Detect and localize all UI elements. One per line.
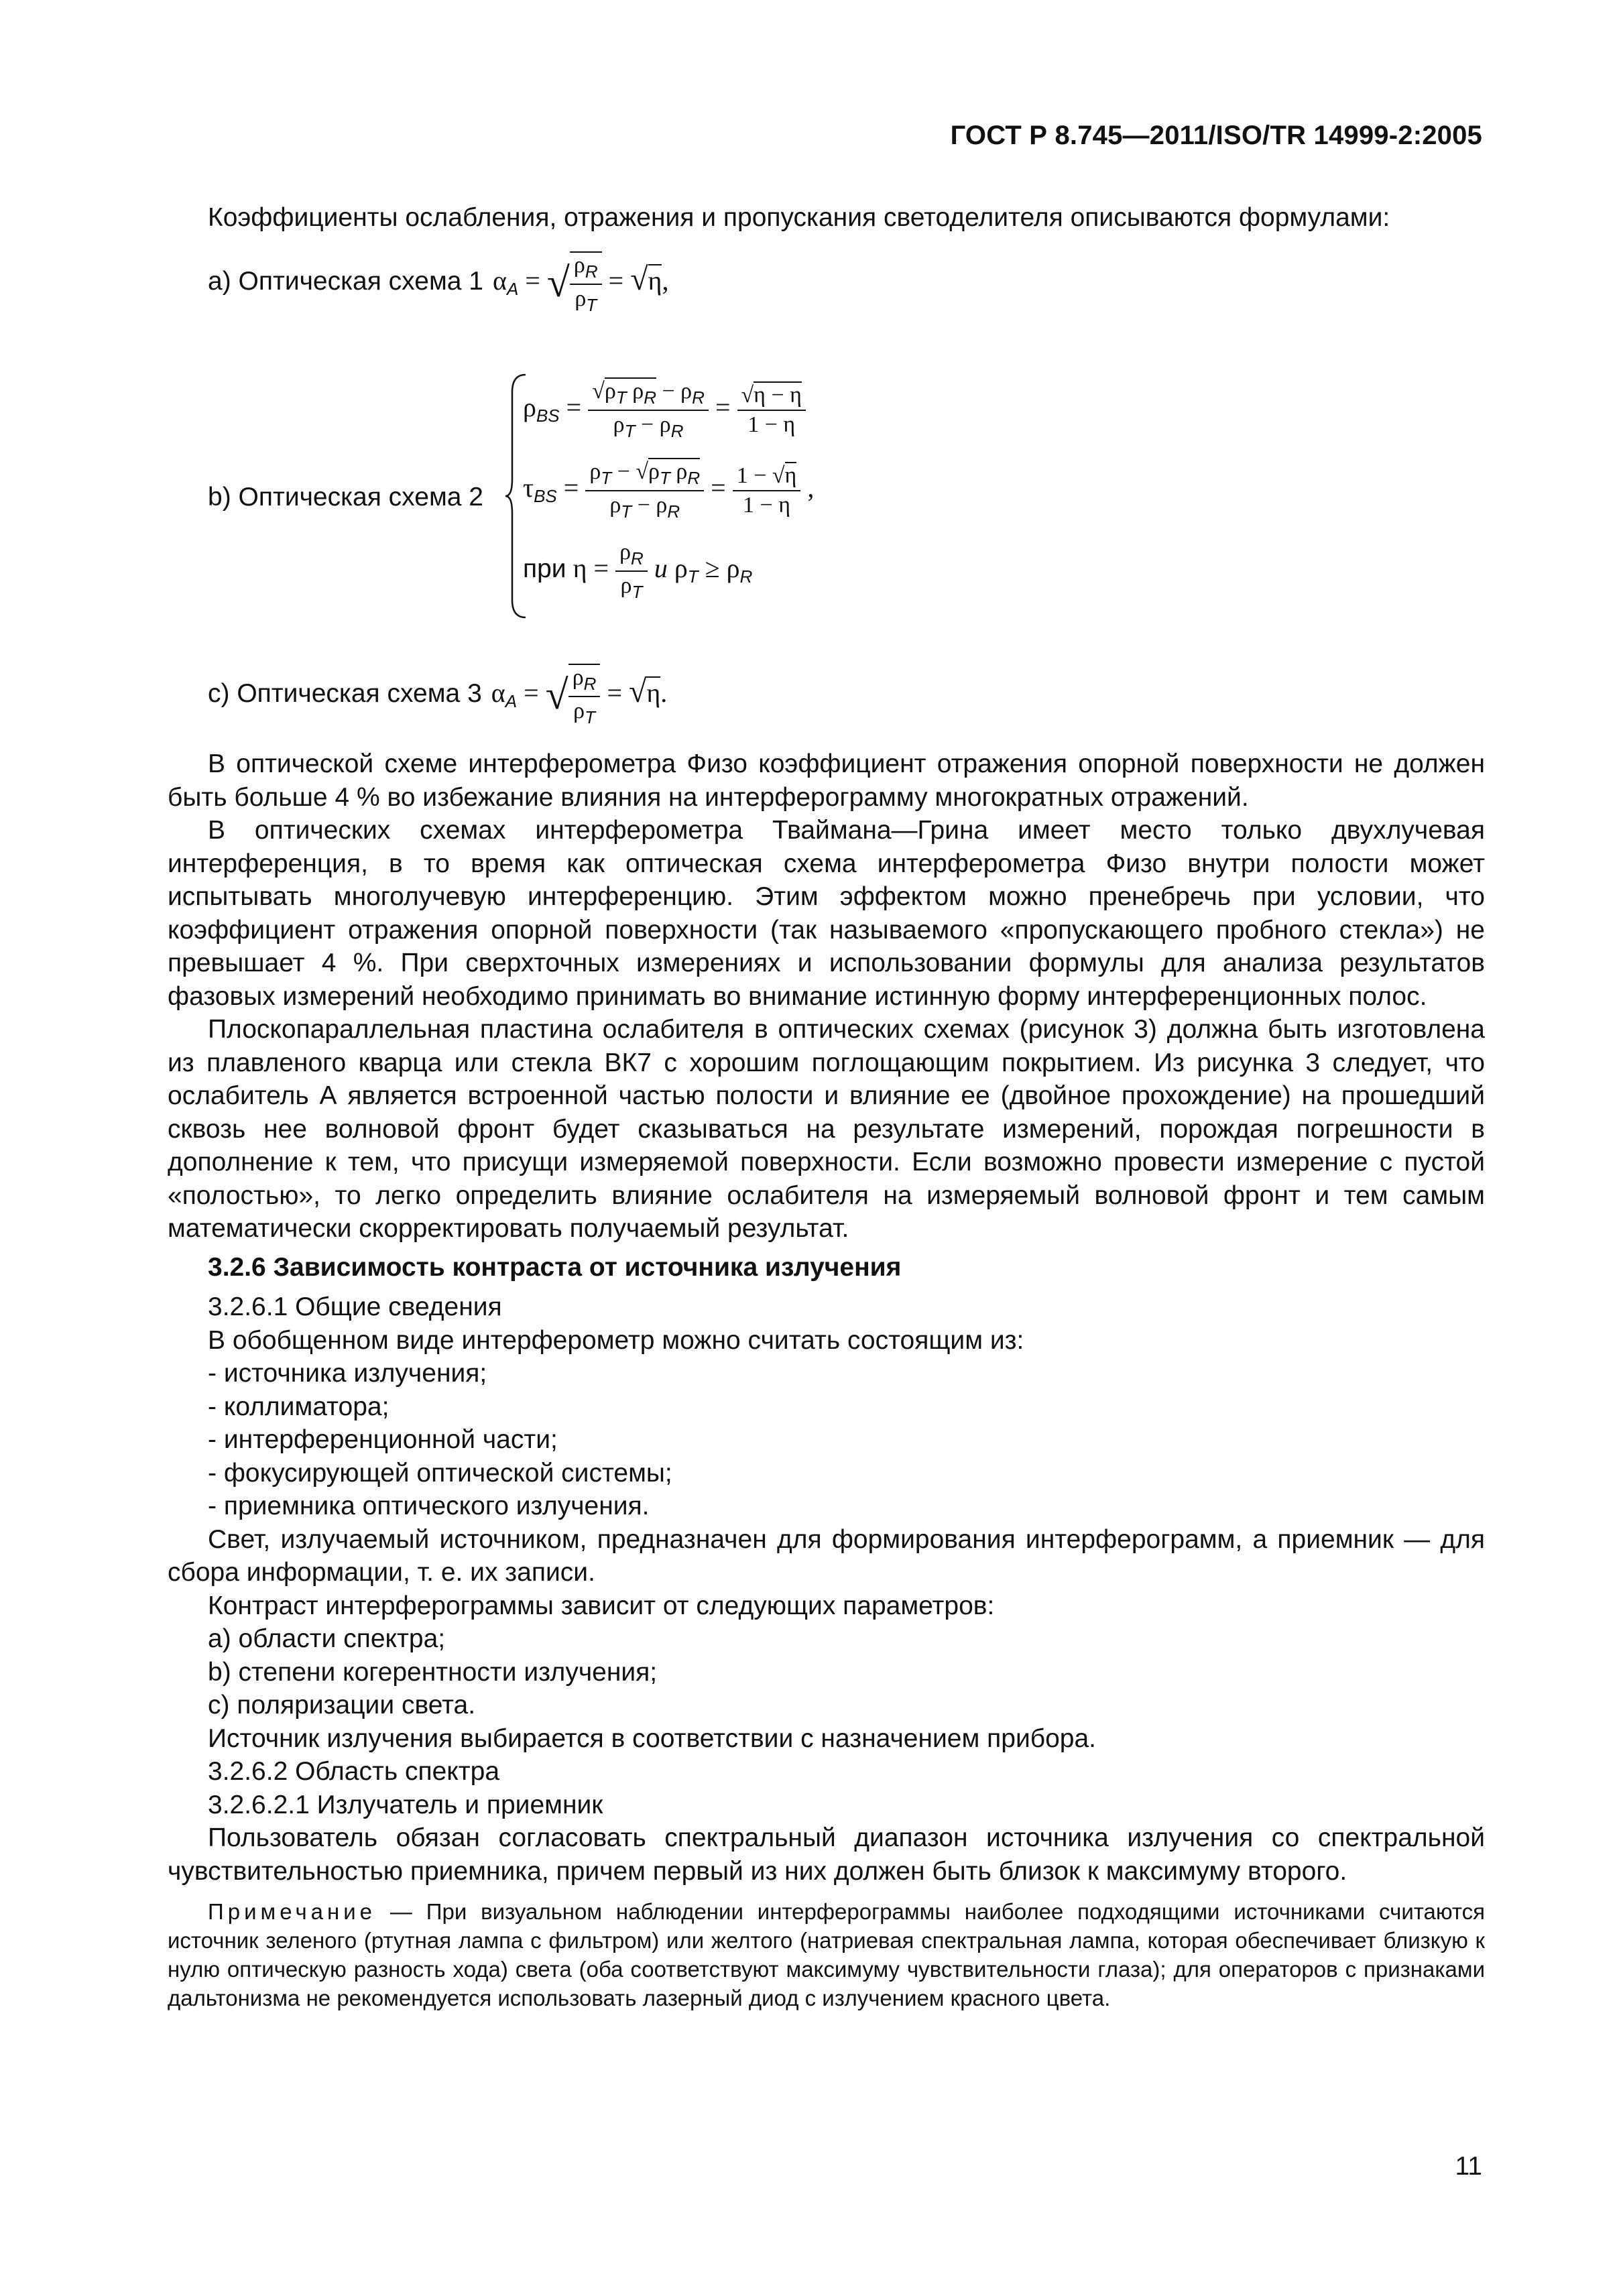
formula-a-label: а) Оптическая схема 1 <box>208 267 483 296</box>
formula-b-tau: $\tau_{BS}$ = $\frac{\rho_T - √\rho_T \rho_R}{\rho_T - \rho_R}$ = $\frac{1 - √\eta}{1 - \eta}$ , <box>523 459 815 522</box>
list-item: - интерференционной части; <box>208 1425 558 1454</box>
paragraph: В оптической схеме интерферометра Физо коэффициент отражения опорной поверхности не должен быть больше 4 % во избежание влияния на интерферограмму многократных отражений. <box>168 749 1485 812</box>
list-item: с) поляризации света. <box>208 1691 476 1719</box>
formula-a-expression: $\alpha_A$ = √ $\frac{\rho_R}{\rho_T}$ = √η, <box>485 253 669 315</box>
subsection-title: 3.2.6.2.1 Излучатель и приемник <box>208 1790 603 1819</box>
formula-c-expression: $\alpha_A$ = √ $\frac{\rho_R}{\rho_T}$ = √η. <box>484 665 668 727</box>
formula-b-condition: при η = $\frac{\rho_R}{\rho_T}$ и $\rho_T \ge \rho_R$ <box>523 540 753 602</box>
subsection-title: 3.2.6.1 Общие сведения <box>208 1292 502 1321</box>
paragraph: Свет, излучаемый источником, предназначен для формирования интерферограмм, а приемник — для сбора информации, т. е. их записи. <box>168 1524 1485 1587</box>
formula-c-label: с) Оптическая схема 3 <box>208 679 482 709</box>
contrast-intro: Контраст интерферограммы зависит от следующих параметров: <box>208 1591 995 1620</box>
formula-c <box>208 664 667 728</box>
paragraph: Источник излучения выбирается в соответствии с назначением прибора. <box>208 1724 1096 1753</box>
list-item: - источника излучения; <box>208 1359 487 1388</box>
formula-a <box>208 251 668 316</box>
list-item: а) области спектра; <box>208 1624 446 1653</box>
note-label: Примечание <box>208 1899 377 1924</box>
intro-line: Коэффициенты ослабления, отражения и пропускания светоделителя описываются формулами: <box>208 203 1390 232</box>
paragraph: Плоскопараллельная пластина ослабителя в оптических схемах (рисунок 3) должна быть изготовлена из плавленого кварца или стекла ВК7 с хорошим поглощающим покрытием. Из рисунка 3 следует, что ослабитель А является встроенной частью полости и влияние ее (двойное прохождение) на прошедший сквозь нее волновой фронт будет сказываться на результате измерений, порождая погрешности в дополнение к тем, что присущи измеряемой поверхности. Если возможно провести измерение с пустой «полостью», то легко определить влияние ослабителя на измеряемый волновой фронт и тем самым математически скорректировать получаемый результат. <box>168 1015 1485 1243</box>
note <box>168 1897 1485 2012</box>
formula-b-rho: $\rho_{BS}$ = $\frac{√\rho_T \rho_R - \rho_R}{\rho_T - \rho_R}$ = $\frac{√\eta - \eta}{1 - \eta}$ <box>523 379 806 442</box>
list-item: - фокусирующей оптической системы; <box>208 1458 672 1488</box>
paragraph: Пользователь обязан согласовать спектральный диапазон источника излучения со спектральной чувствительностью приемника, причем первый из них должен быть близок к максимуму второго. <box>168 1823 1485 1886</box>
note-text: — При визуальном наблюдении интерферограммы наиболее подходящими источниками считаются источник зеленого (ртутная лампа с фильтром) или желтого (натриевая спектральная лампа, которая обеспечивает близкую к нулю оптическую разность хода) света (оба соответствуют максимуму чувствительности глаза); для операторов с признаками дальтонизма не рекомендуется использовать лазерный диод с излучением красного цвета. <box>168 1899 1486 2010</box>
main-text <box>168 747 1485 2012</box>
subsection-title: 3.2.6.2 Область спектра <box>208 1757 500 1786</box>
document-header: ГОСТ Р 8.745—2011/ISO/TR 14999-2:2005 <box>950 121 1482 150</box>
consist-intro: В обобщенном виде интерферометр можно считать состоящим из: <box>208 1325 1024 1355</box>
formula-b-label: b) Оптическая схема 2 <box>208 483 483 511</box>
list-item: b) степени когерентности излучения; <box>208 1657 658 1687</box>
list-item: - приемника оптического излучения. <box>208 1492 650 1520</box>
formula-b <box>208 372 1079 620</box>
section-heading: 3.2.6 Зависимость контраста от источника излучения <box>208 1252 902 1282</box>
paragraph: В оптических схемах интерферометра Тваймана—Грина имеет место только двухлучевая интерференция, в то время как оптическая схема интерферометра Физо внутри полости может испытывать многолучевую интерференцию. Этим эффектом можно пренебречь при условии, что коэффициент отражения опорной поверхности (так называемого «пропускающего пробного стекла») не превышает 4 %. При сверхточных измерениях и использовании формулы для анализа результатов фазовых измерений необходимо принимать во внимание истинную форму интерференционных полос. <box>168 816 1485 1011</box>
intro-text <box>168 201 1485 235</box>
page-number: 11 <box>1455 2152 1482 2181</box>
list-item: - коллиматора; <box>208 1392 389 1421</box>
